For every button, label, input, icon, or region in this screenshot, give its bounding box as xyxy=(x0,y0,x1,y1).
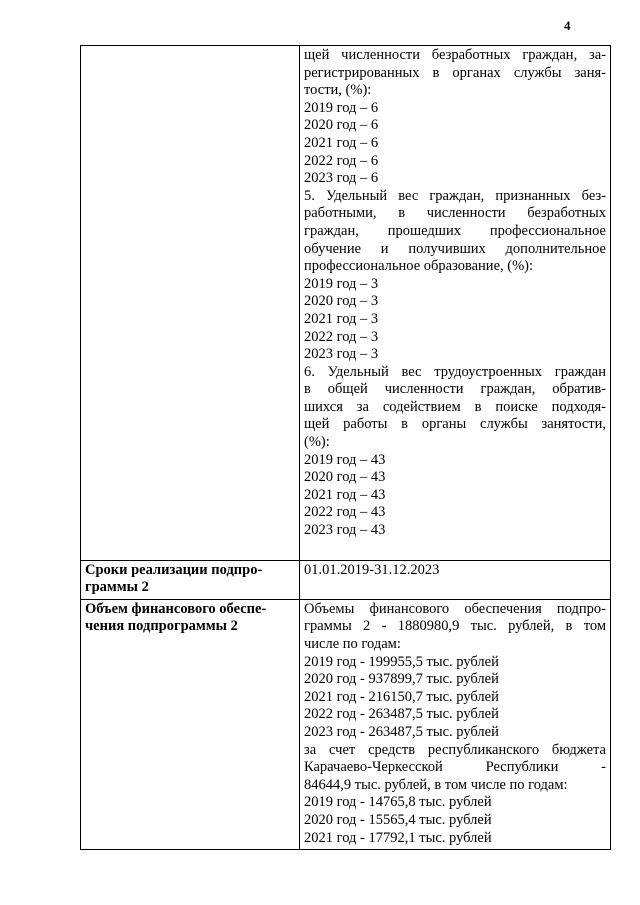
funding-label-line-2: чения подпрограммы 2 xyxy=(85,618,238,635)
indicators-text-line: 2023 год – 3 xyxy=(304,346,379,363)
page-number: 4 xyxy=(564,18,571,33)
funding-text-line: за счет средств республиканского бюджета xyxy=(304,741,606,758)
terms-label-cell xyxy=(81,560,300,599)
indicators-text-line: 2022 год – 43 xyxy=(304,504,386,521)
funding-label-line-1: Объем финансового обеспе- xyxy=(85,600,267,617)
indicators-text xyxy=(304,47,606,540)
indicators-text-line: 2019 год – 43 xyxy=(304,451,386,468)
terms-value-cell xyxy=(300,560,611,599)
indicators-value-cell xyxy=(300,46,611,561)
funding-text-line: 2020 год - 937899,7 тыс. рублей xyxy=(304,671,499,688)
funding-text-line: 2020 год - 15565,4 тыс. рублей xyxy=(304,811,492,828)
table-row-indicators xyxy=(81,46,611,561)
funding-label-cell xyxy=(81,599,300,849)
indicators-text-line: 2019 год – 3 xyxy=(304,275,379,292)
funding-text-line: 2019 год - 14765,8 тыс. рублей xyxy=(304,794,492,811)
indicators-text-line: 2021 год – 6 xyxy=(304,134,379,151)
indicators-text-line: работными, в численности безработных xyxy=(304,205,606,222)
cell-spacer xyxy=(304,540,606,558)
indicators-text-line: 2020 год – 6 xyxy=(304,117,379,134)
table-row-funding xyxy=(81,599,611,849)
indicators-text-line: тости, (%): xyxy=(304,82,372,99)
terms-label-line-2: граммы 2 xyxy=(85,579,149,596)
funding-value-cell xyxy=(300,599,611,849)
indicators-text-line: 2023 год – 6 xyxy=(304,170,379,187)
funding-text-line: Карачаево-Черкесской Республики - xyxy=(304,759,606,776)
funding-text-line: 84644,9 тыс. рублей, в том числе по годам: xyxy=(304,776,568,793)
indicators-text-line: шихся за содействием в поиске подходя- xyxy=(304,398,606,415)
indicators-text-line: регистрированных в органах службы заня- xyxy=(304,64,606,81)
funding-text-line: 2019 год - 199955,5 тыс. рублей xyxy=(304,653,499,670)
funding-text-line: граммы 2 - 1880980,9 тыс. рублей, в том xyxy=(304,618,606,635)
indicators-text-line: граждан, прошедших профессиональное xyxy=(304,222,606,239)
funding-text-line: 2023 год - 263487,5 тыс. рублей xyxy=(304,723,499,740)
table-row-terms xyxy=(81,560,611,599)
funding-text-line: 2021 год - 216150,7 тыс. рублей xyxy=(304,688,499,705)
indicators-text-line: 2021 год – 3 xyxy=(304,310,379,327)
funding-text-line: Объемы финансового обеспечения подпро- xyxy=(304,600,606,617)
indicators-text-line: щей работы в органы службы занятости, xyxy=(304,416,606,433)
indicators-text-line: 5. Удельный вес граждан, признанных без- xyxy=(304,187,606,204)
terms-value: 01.01.2019-31.12.2023 xyxy=(304,561,440,578)
indicators-text-line: 2023 год – 43 xyxy=(304,522,386,539)
indicators-text-line: 2022 год – 3 xyxy=(304,328,379,345)
indicators-text-line: 2022 год – 6 xyxy=(304,152,379,169)
indicators-text-line: щей численности безработных граждан, за- xyxy=(304,47,606,63)
indicators-text-line: 2020 год – 43 xyxy=(304,469,386,486)
funding-text-line: 2022 год - 263487,5 тыс. рублей xyxy=(304,706,499,723)
indicators-text-line: профессиональное образование, (%): xyxy=(304,258,534,275)
indicators-text-line: обучение и получивших дополнительное xyxy=(304,240,606,257)
funding-text xyxy=(304,601,606,847)
indicators-text-line: 6. Удельный вес трудоустроенных граждан xyxy=(304,363,606,380)
indicators-text-line: (%): xyxy=(304,434,330,451)
indicators-text-line: 2019 год – 6 xyxy=(304,99,379,116)
indicators-text-line: в общей численности граждан, обратив- xyxy=(304,381,606,398)
funding-text-line: числе по годам: xyxy=(304,636,401,652)
indicators-label-cell xyxy=(81,46,300,561)
funding-text-line: 2021 год - 17792,1 тыс. рублей xyxy=(304,829,492,846)
passport-table xyxy=(80,45,611,850)
indicators-text-line: 2021 год – 43 xyxy=(304,486,386,503)
terms-label-line-1: Сроки реализации подпро- xyxy=(85,561,263,578)
indicators-text-line: 2020 год – 3 xyxy=(304,293,379,310)
